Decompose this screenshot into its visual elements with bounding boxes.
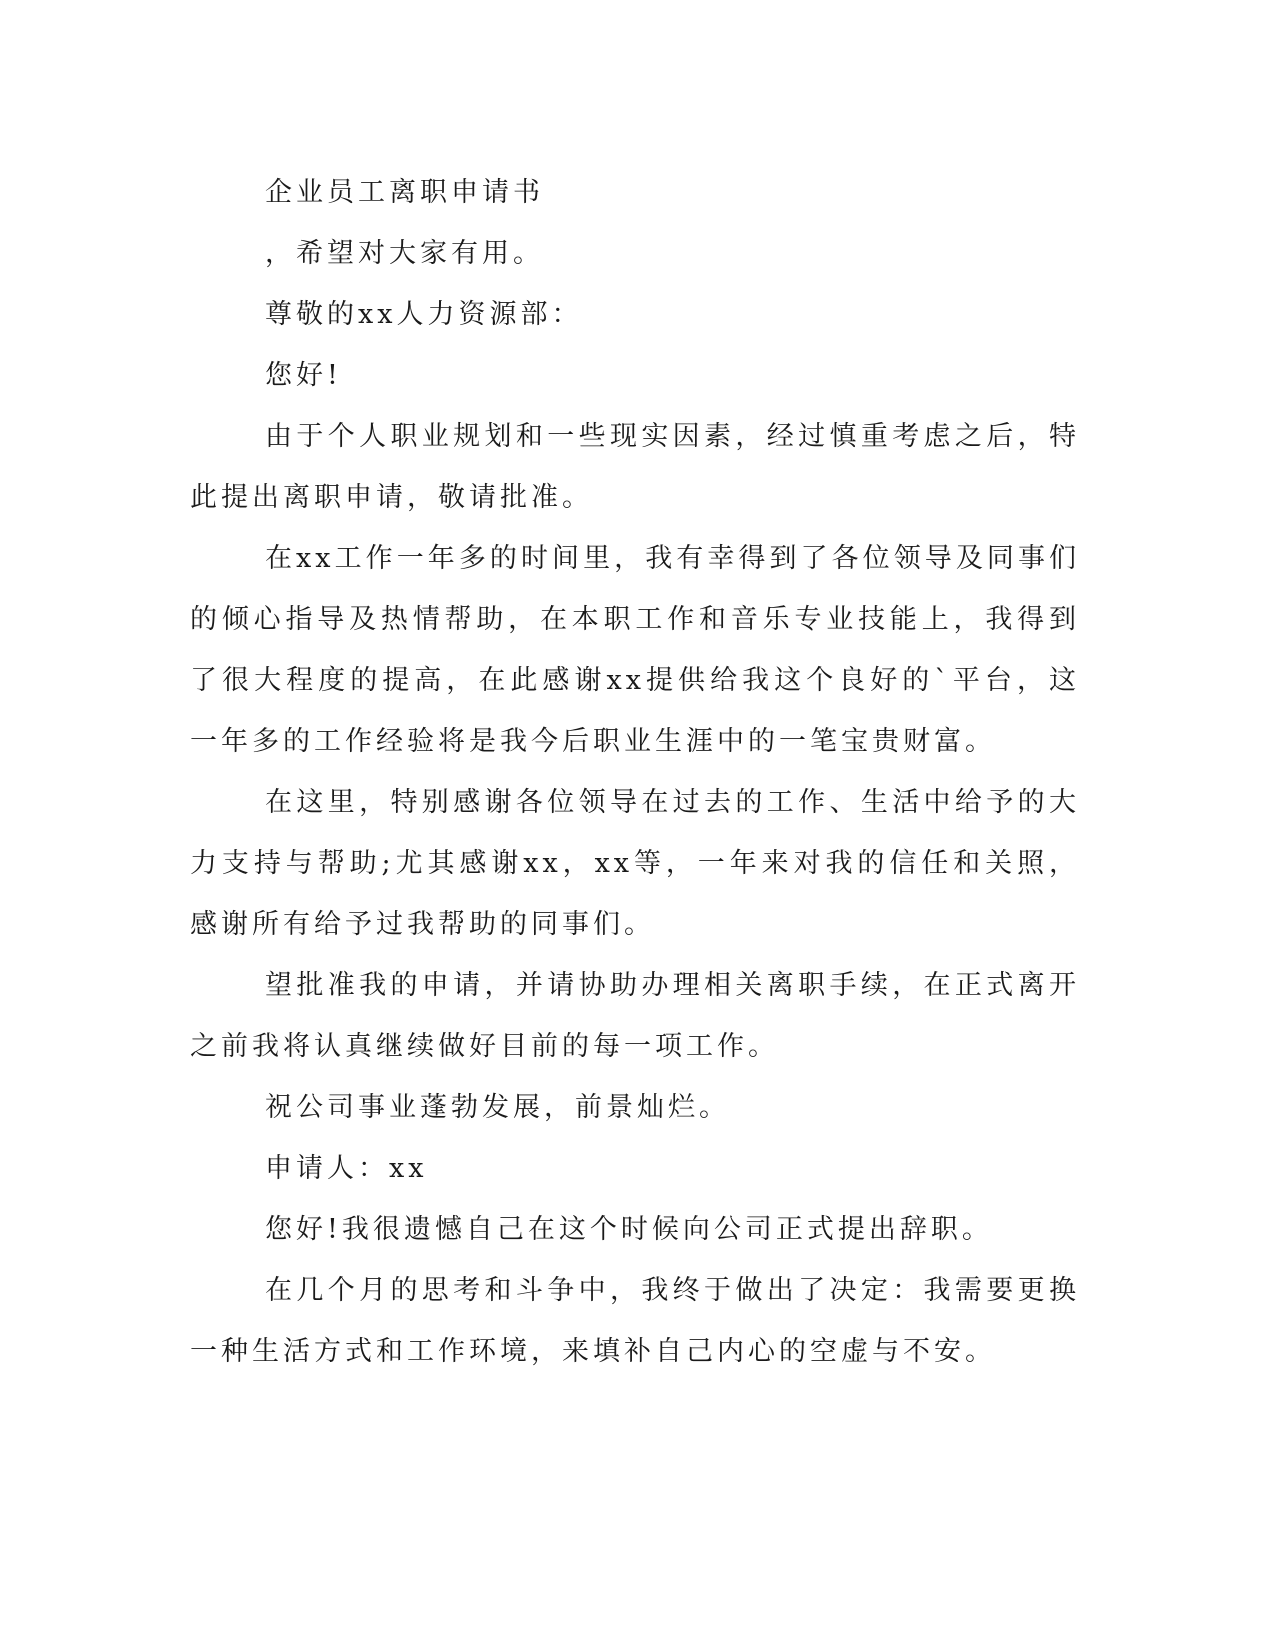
greeting: 您好! xyxy=(265,360,342,391)
paragraph-gratitude: 在xx工作一年多的时间里，我有幸得到了各位领导及同事们的倾心指导及热情帮助，在本职工作和音乐专业技能上，我得到了很大程度的提高，在此感谢xx提供给我这个良好的`平台，这一年多的工作经验将是我今后职业生涯中的一笔宝贵财富。 xyxy=(190,543,1080,757)
intro-line: ，希望对大家有用。 xyxy=(265,238,544,269)
paragraph-reason: 由于个人职业规划和一些现实因素，经过慎重考虑之后，特此提出离职申请，敬请批准。 xyxy=(190,421,1080,513)
document-body xyxy=(190,162,1080,1382)
paragraph-request: 望批准我的申请，并请协助办理相关离职手续，在正式离开之前我将认真继续做好目前的每一项工作。 xyxy=(190,970,1080,1062)
paragraph-resignation-greeting: 您好!我很遗憾自己在这个时候向公司正式提出辞职。 xyxy=(265,1214,993,1245)
salutation: 尊敬的xx人力资源部： xyxy=(265,299,583,330)
paragraph-decision: 在几个月的思考和斗争中，我终于做出了决定：我需要更换一种生活方式和工作环境，来填补自己内心的空虚与不安。 xyxy=(190,1275,1080,1367)
document-title: 企业员工离职申请书 xyxy=(265,177,544,208)
applicant-line: 申请人：xx xyxy=(265,1153,428,1184)
paragraph-thanks-leaders: 在这里，特别感谢各位领导在过去的工作、生活中给予的大力支持与帮助;尤其感谢xx，xx等，一年来对我的信任和关照，感谢所有给予过我帮助的同事们。 xyxy=(190,787,1080,940)
paragraph-wishes: 祝公司事业蓬勃发展，前景灿烂。 xyxy=(265,1092,730,1123)
